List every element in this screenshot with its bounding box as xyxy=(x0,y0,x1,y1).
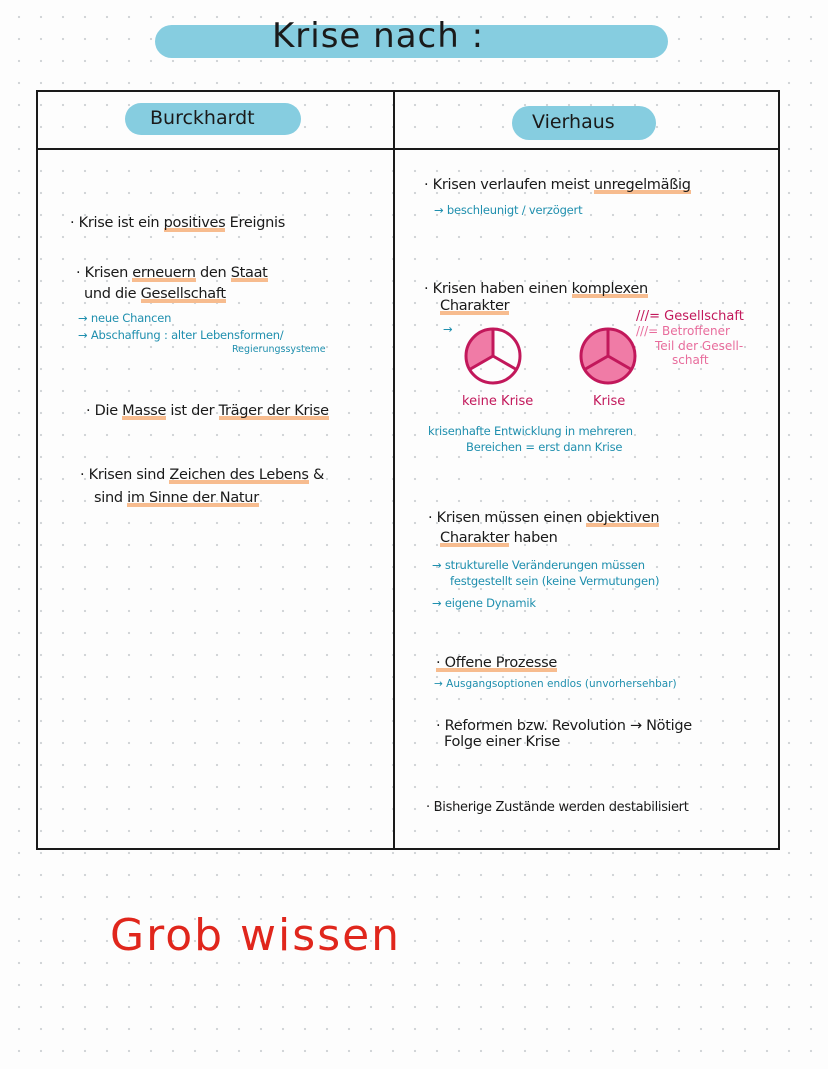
text: und die xyxy=(84,286,141,302)
text: & xyxy=(308,467,324,483)
highlight: objektiven xyxy=(586,510,660,526)
left-item-2-line2 xyxy=(84,286,226,302)
right-item-2-note1: krisenhafte Entwicklung in mehreren xyxy=(428,424,633,438)
highlight: Gesellschaft xyxy=(140,286,226,302)
left-item-4-line2 xyxy=(94,490,259,506)
text: Ereignis xyxy=(225,215,286,231)
text: = Gesellschaft xyxy=(649,309,744,324)
text: ist der xyxy=(166,403,219,419)
legend-gesellschaft xyxy=(636,309,744,324)
text: · Die xyxy=(86,403,123,419)
right-item-6: · Bisherige Zustände werden destabilisiert xyxy=(426,800,689,815)
right-item-2-note2: Bereichen = erst dann Krise xyxy=(466,440,623,454)
left-item-4-line1 xyxy=(80,467,324,483)
legend-line4: schaft xyxy=(672,353,709,367)
page-title: Krise nach : xyxy=(272,16,485,56)
right-item-2-line2 xyxy=(440,298,509,314)
right-item-2-line1 xyxy=(424,281,648,297)
label-krise: Krise xyxy=(593,394,626,409)
text: · Krisen verlaufen meist xyxy=(424,177,594,193)
highlight: Staat xyxy=(230,265,268,281)
left-item-3 xyxy=(86,403,329,419)
highlight: Zeichen des Lebens xyxy=(169,467,309,483)
burckhardt-heading: Burckhardt xyxy=(150,107,255,129)
right-item-5-line2: Folge einer Krise xyxy=(444,734,560,750)
arrow-icon: → xyxy=(443,322,453,336)
footer-note: Grob wissen xyxy=(110,910,402,961)
right-item-3-sub3: → eigene Dynamik xyxy=(432,596,536,610)
text: · Krisen sind xyxy=(80,467,170,483)
vierhaus-heading: Vierhaus xyxy=(532,111,615,133)
highlight: Charakter xyxy=(440,298,510,314)
right-item-5-line1: · Reformen bzw. Revolution → Nötige xyxy=(436,718,692,734)
pie-krise xyxy=(577,325,639,387)
highlight: erneuern xyxy=(132,265,196,281)
highlight: Charakter xyxy=(440,530,510,546)
text: den xyxy=(195,265,231,281)
header-divider xyxy=(38,148,778,150)
right-item-4 xyxy=(436,655,557,671)
highlight: · Offene Prozesse xyxy=(436,655,557,671)
left-item-2-line1 xyxy=(76,265,268,281)
highlight: positives xyxy=(163,215,226,231)
right-item-4-sub: → Ausgangsoptionen endlos (unvorhersehbar) xyxy=(434,678,677,690)
text: = Betroffener xyxy=(648,324,730,338)
hatch-swatch-icon: /// xyxy=(636,309,650,324)
highlight: unregelmäßig xyxy=(593,177,691,193)
legend-betroffener xyxy=(636,324,730,338)
highlight: im Sinne der Natur xyxy=(127,490,259,506)
text: · Krisen haben einen xyxy=(424,281,572,297)
hatch-swatch-icon: /// xyxy=(636,324,649,338)
column-divider xyxy=(393,92,395,848)
left-item-1 xyxy=(70,215,285,231)
highlight: komplexen xyxy=(571,281,648,297)
right-item-1-sub: → beschleunigt / verzögert xyxy=(434,203,583,217)
legend-line3: Teil der Gesell- xyxy=(655,339,744,353)
right-item-3-sub2: festgestellt sein (keine Vermutungen) xyxy=(450,574,660,588)
right-item-3-sub1: → strukturelle Veränderungen müssen xyxy=(432,558,645,572)
highlight: Träger der Krise xyxy=(218,403,329,419)
right-item-1 xyxy=(424,177,691,193)
right-item-3-line1 xyxy=(428,510,659,526)
label-keine-krise: keine Krise xyxy=(462,394,534,409)
text: sind xyxy=(94,490,128,506)
text: · Krisen xyxy=(76,265,133,281)
highlight: Masse xyxy=(122,403,167,419)
text: haben xyxy=(509,530,558,546)
text: · Krise ist ein xyxy=(70,215,164,231)
pie-keine-krise xyxy=(462,325,524,387)
left-item-2-sub2: → Abschaffung : alter Lebensformen/ xyxy=(78,328,284,342)
left-item-2-sub1: → neue Chancen xyxy=(78,311,172,325)
text: · Krisen müssen einen xyxy=(428,510,587,526)
right-item-3-line2 xyxy=(440,530,558,546)
left-item-2-sub3: Regierungssysteme xyxy=(232,344,326,355)
